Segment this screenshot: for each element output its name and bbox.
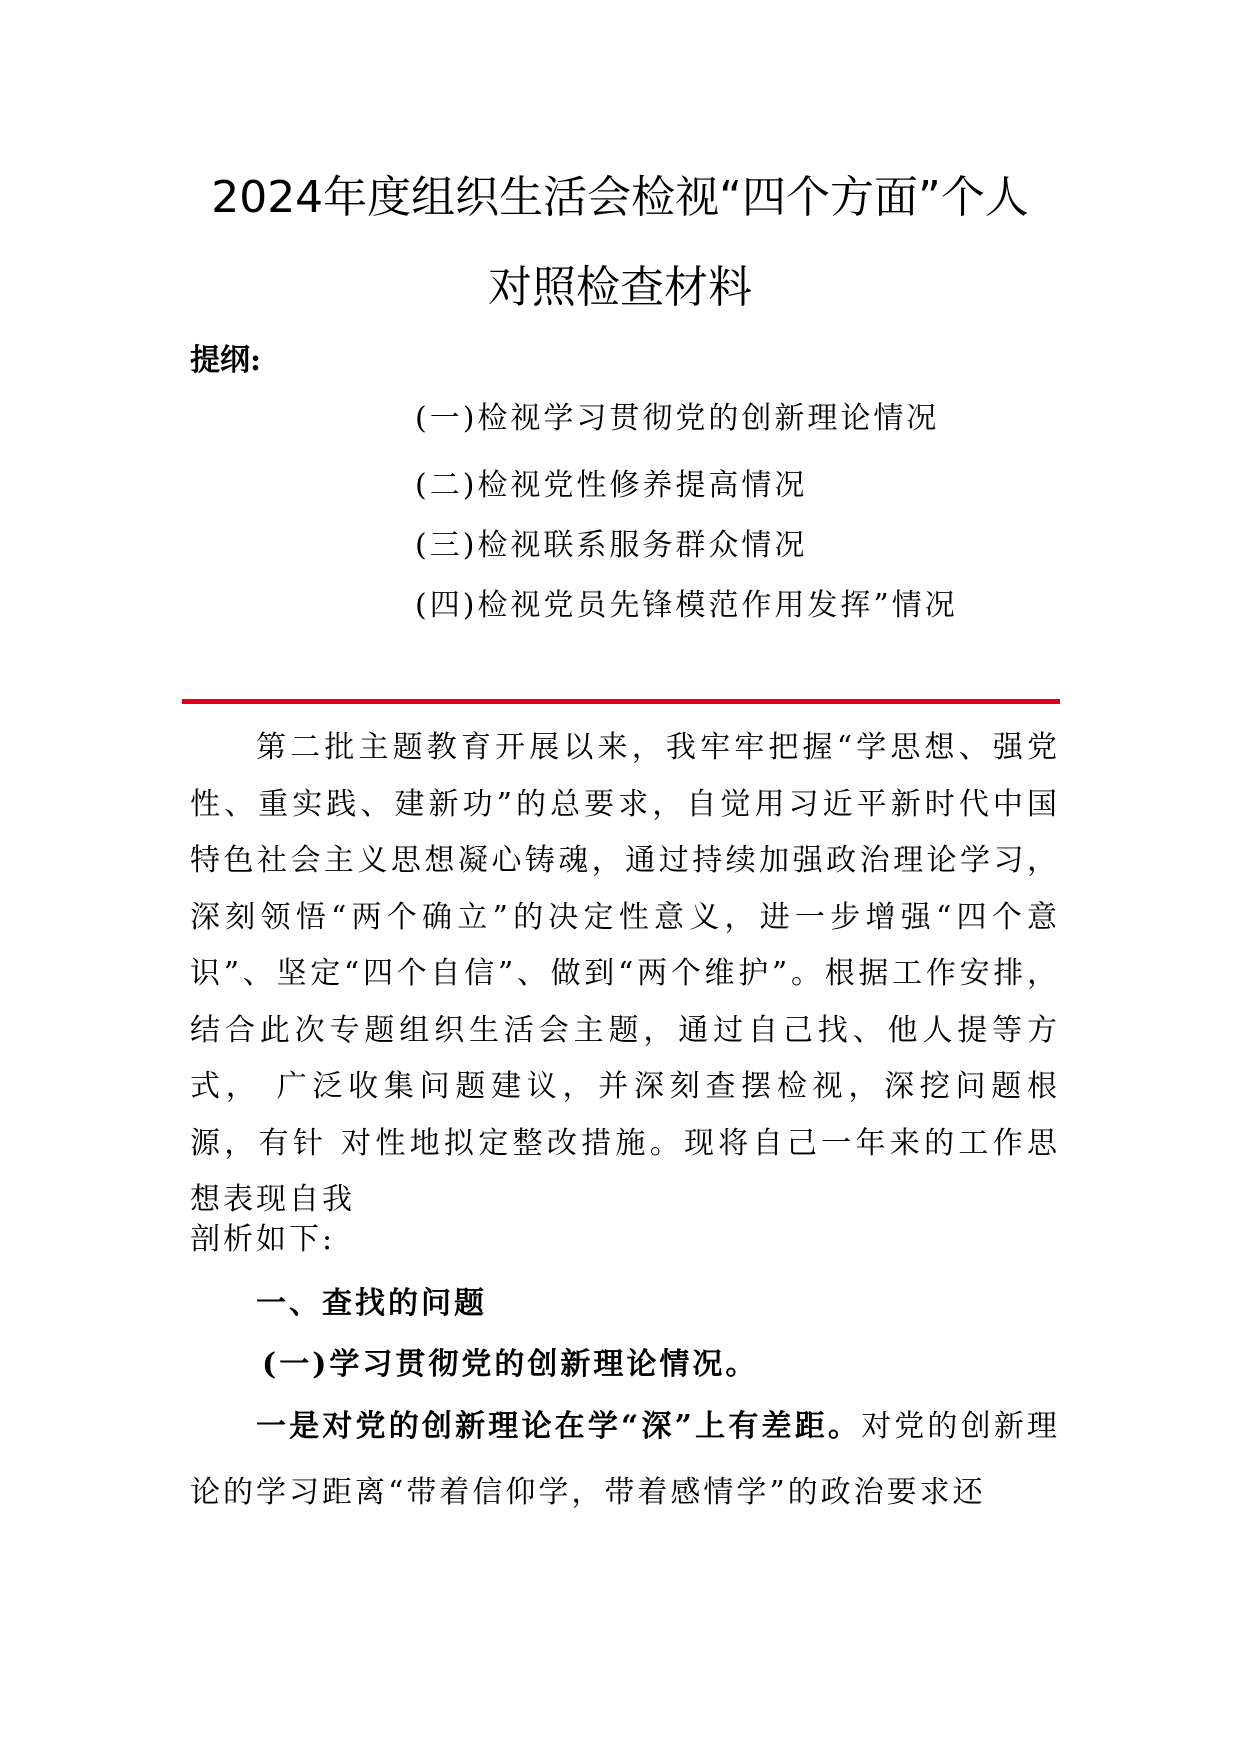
outline-item: (一)检视学习贯彻党的创新理论情况	[415, 401, 940, 436]
outline-item: (二)检视党性修养提高情况	[415, 468, 808, 503]
red-divider	[182, 699, 1060, 704]
document-title-line-1: 2024年度组织生活会检视“四个方面”个人	[211, 172, 1029, 223]
subsection-heading: (一)学习贯彻党的创新理论情况。	[262, 1347, 759, 1382]
outline-label: 提纲:	[190, 343, 262, 378]
section-heading: 一、查找的问题	[256, 1286, 487, 1321]
point-lead: 一是对党的创新理论在学“深”上有差距。	[256, 1409, 862, 1444]
outline-item: (四)检视党员先锋模范作用发挥”情况	[415, 588, 958, 623]
outline-item: (三)检视联系服务群众情况	[415, 528, 808, 563]
point-text: 对党的创新理论的学习距离“带着信仰学，带着感情学”的政治要求还	[190, 1409, 1060, 1510]
intro-paragraph: 第二批主题教育开展以来，我牢牢把握“学思想、强党性、重实践、建新功”的总要求，自觉用习近平新时代中国特色社会主义思想凝心铸魂，通过持续加强政治理论学习，深刻领悟“两个确立”的决定性意义，进一步增强“四个意识”、坚定“四个自信”、做到“两个维护”。根据工作安排， 结合此次专题组织生活会主题，通过自己找、他人提等方式， 广泛收集问题建议，并深刻查摆检视，深挖问题根源，有针 对性地拟定整改措施。现将自己一年来的工作思想表现自我	[190, 730, 1060, 1217]
point-paragraph	[190, 1394, 1060, 1526]
intro-paragraph-tail: 剖析如下:	[190, 1222, 336, 1257]
document-title-line-2: 对照检查材料	[488, 262, 752, 313]
